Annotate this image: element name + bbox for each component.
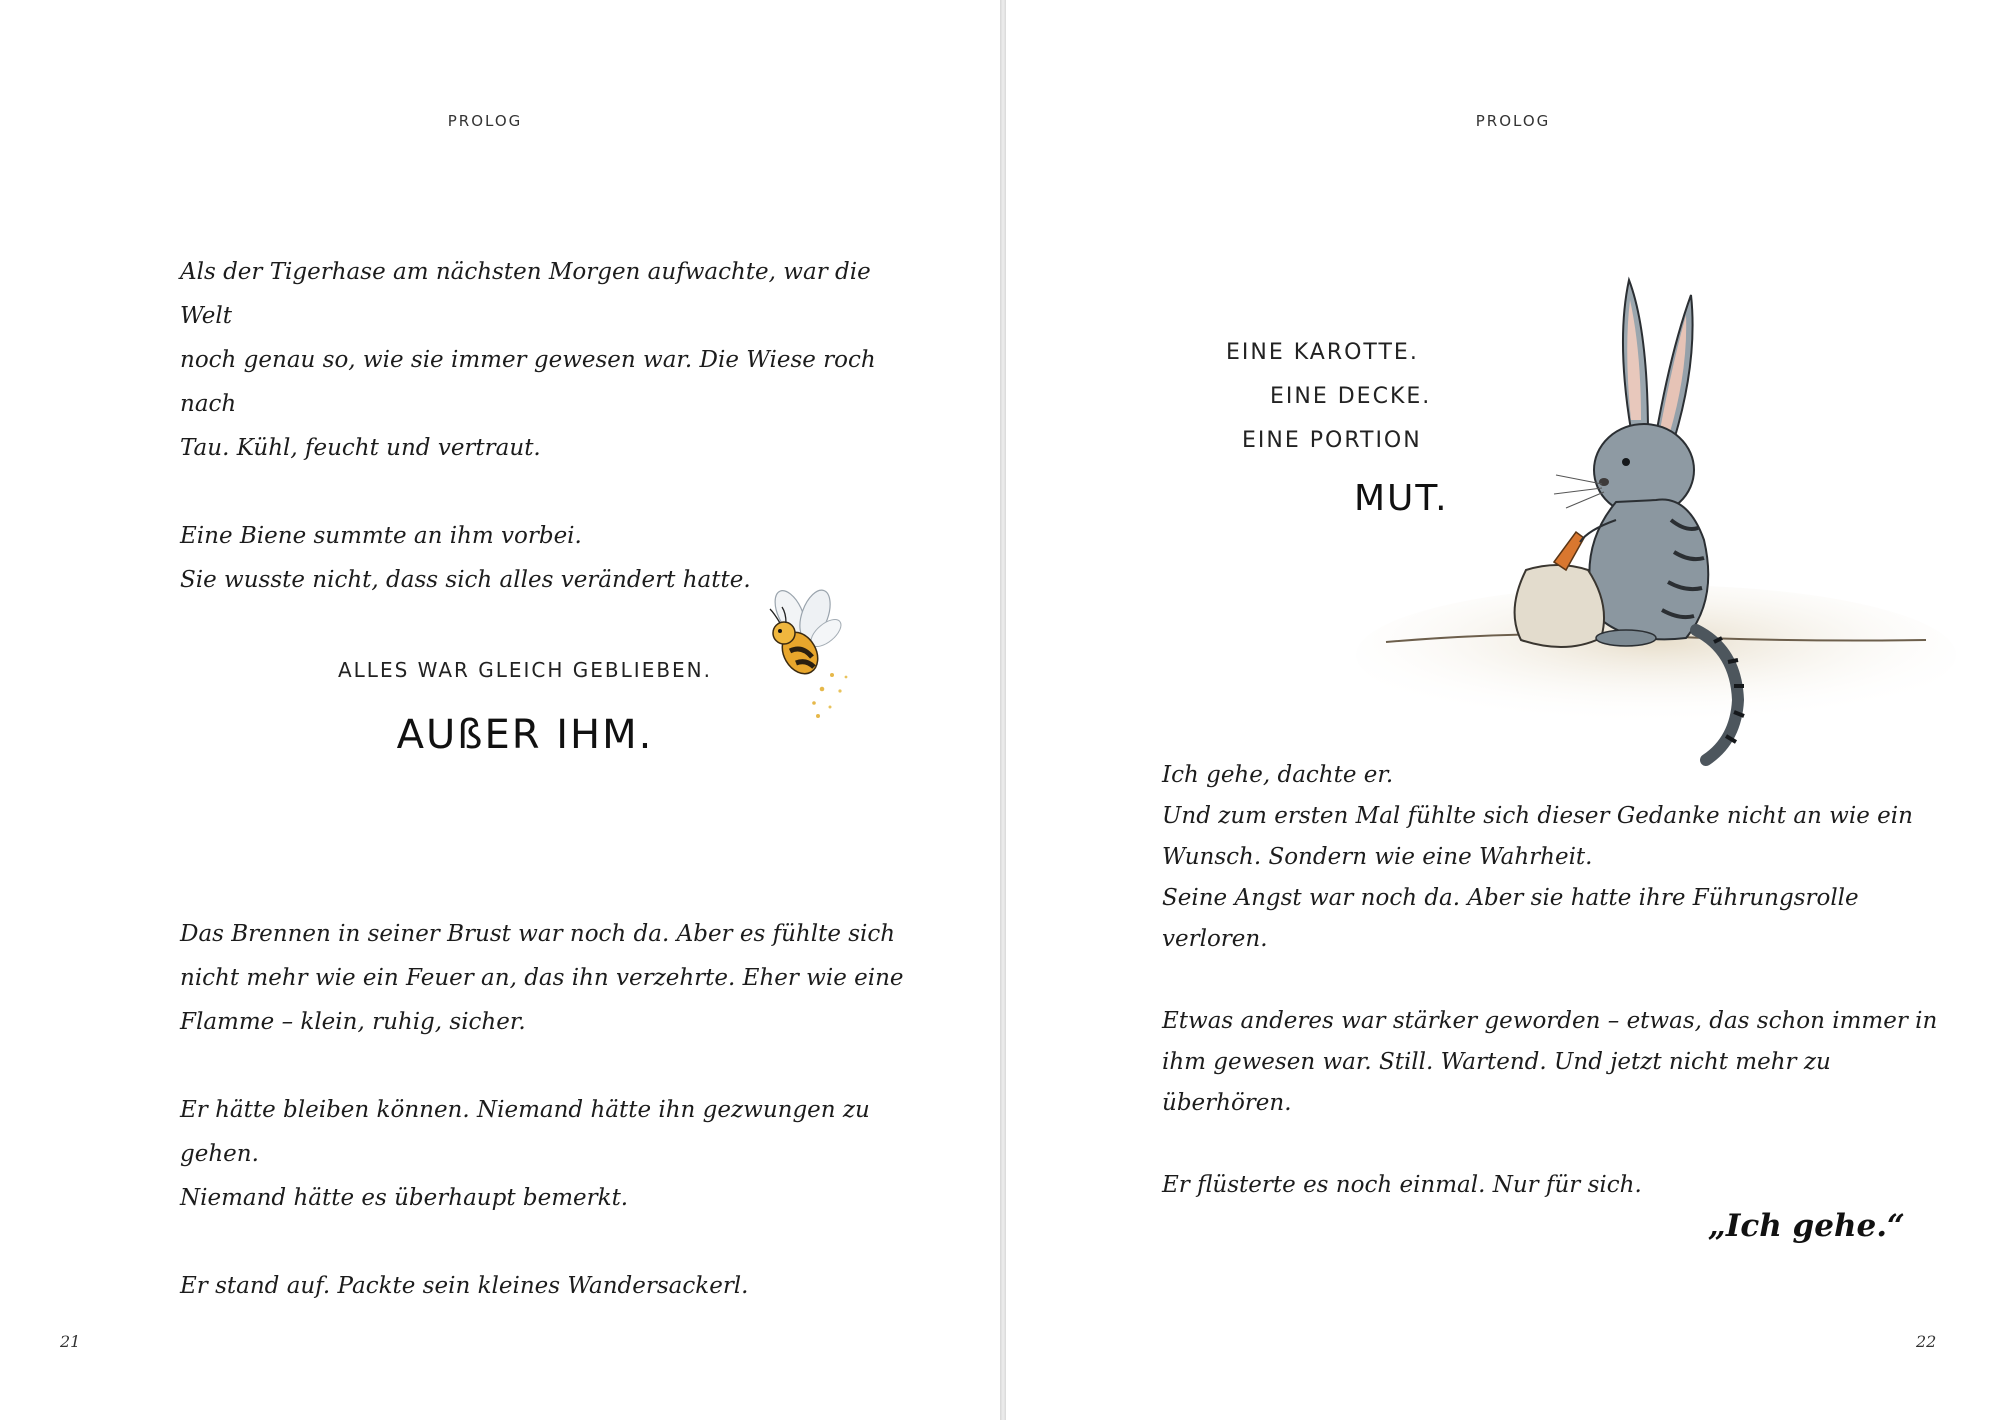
list-emphasis: MUT. xyxy=(1354,478,1449,519)
page-number-left: 21 xyxy=(60,1332,81,1351)
text-line: Tau. Kühl, feucht und vertraut. xyxy=(180,435,541,461)
text-line: Als der Tigerhase am nächsten Morgen aufwachte, war die Welt xyxy=(180,259,871,329)
text-line: Niemand hätte es überhaupt bemerkt. xyxy=(180,1185,629,1211)
list-line: EINE KAROTTE. xyxy=(1226,340,1419,365)
text-line: Etwas anderes war stärker geworden – etwas, das schon immer in xyxy=(1162,1008,1938,1034)
text-line: Flamme – klein, ruhig, sicher. xyxy=(180,1009,526,1035)
bee-eye xyxy=(778,629,782,633)
list-line: EINE DECKE. xyxy=(1270,384,1432,409)
text-line: Sie wusste nicht, dass sich alles verändert hatte. xyxy=(180,567,751,593)
left-top-text xyxy=(180,250,900,602)
text-line: überhören. xyxy=(1162,1090,1292,1116)
pollen-dot xyxy=(820,687,825,692)
closing-quote: „Ich gehe.“ xyxy=(1708,1208,1905,1244)
rabbit-ear-inner xyxy=(1660,315,1686,432)
text-line: noch genau so, wie sie immer gewesen war. Die Wiese roch nach xyxy=(180,347,876,417)
paragraph xyxy=(1162,1001,1962,1124)
text-line: nicht mehr wie ein Feuer an, das ihn verzehrte. Eher wie eine xyxy=(180,965,904,991)
running-head-left: PROLOG xyxy=(447,112,523,130)
paragraph xyxy=(180,1264,920,1308)
right-text xyxy=(1162,755,1962,1247)
left-bottom-text xyxy=(180,912,920,1308)
sack xyxy=(1515,565,1604,647)
text-line: Er stand auf. Packte sein kleines Wandersackerl. xyxy=(180,1273,749,1299)
callout-big-text: AUßER IHM. xyxy=(396,712,654,758)
paragraph xyxy=(1162,755,1962,960)
tiger-rabbit-illustration xyxy=(1326,270,1926,770)
text-line: Eine Biene summte an ihm vorbei. xyxy=(180,523,582,549)
text-line: Er hätte bleiben können. Niemand hätte ihn gezwungen zu gehen. xyxy=(180,1097,870,1167)
pollen-dot xyxy=(816,714,820,718)
callout-small-text: ALLES WAR GLEICH GEBLIEBEN. xyxy=(337,658,713,682)
paragraph xyxy=(180,912,920,1044)
bee-head xyxy=(773,622,795,644)
text-line: Ich gehe, dachte er. xyxy=(1162,762,1394,788)
page-number-right: 22 xyxy=(1916,1332,1937,1351)
text-line: Er flüsterte es noch einmal. Nur für sich. xyxy=(1162,1172,1642,1198)
paragraph xyxy=(1162,1165,1962,1206)
text-line: Seine Angst war noch da. Aber sie hatte ihre Führungsrolle xyxy=(1162,885,1859,911)
pollen-dot xyxy=(845,676,848,679)
running-head-right: PROLOG xyxy=(1475,112,1551,130)
paragraph xyxy=(180,250,900,470)
rabbit-eye xyxy=(1622,458,1630,466)
paragraph xyxy=(180,1088,920,1220)
list-line: EINE PORTION xyxy=(1242,428,1422,453)
pollen-dot xyxy=(830,673,834,677)
pollen-dot xyxy=(838,689,841,692)
pollen-dot xyxy=(829,706,832,709)
text-line: Wunsch. Sondern wie eine Wahrheit. xyxy=(1162,844,1593,870)
text-line: Das Brennen in seiner Brust war noch da. Aber es fühlte sich xyxy=(180,921,896,947)
bee-illustration xyxy=(760,585,880,725)
rabbit-foot xyxy=(1596,630,1656,646)
carrot xyxy=(1554,532,1584,570)
text-line: Und zum ersten Mal fühlte sich dieser Gedanke nicht an wie ein xyxy=(1162,803,1913,829)
rabbit-nose xyxy=(1599,478,1609,486)
text-line: ihm gewesen war. Still. Wartend. Und jetzt nicht mehr zu xyxy=(1162,1049,1831,1075)
text-line: verloren. xyxy=(1162,926,1268,952)
pollen-dot xyxy=(812,701,816,705)
right-page xyxy=(1006,0,2000,1420)
